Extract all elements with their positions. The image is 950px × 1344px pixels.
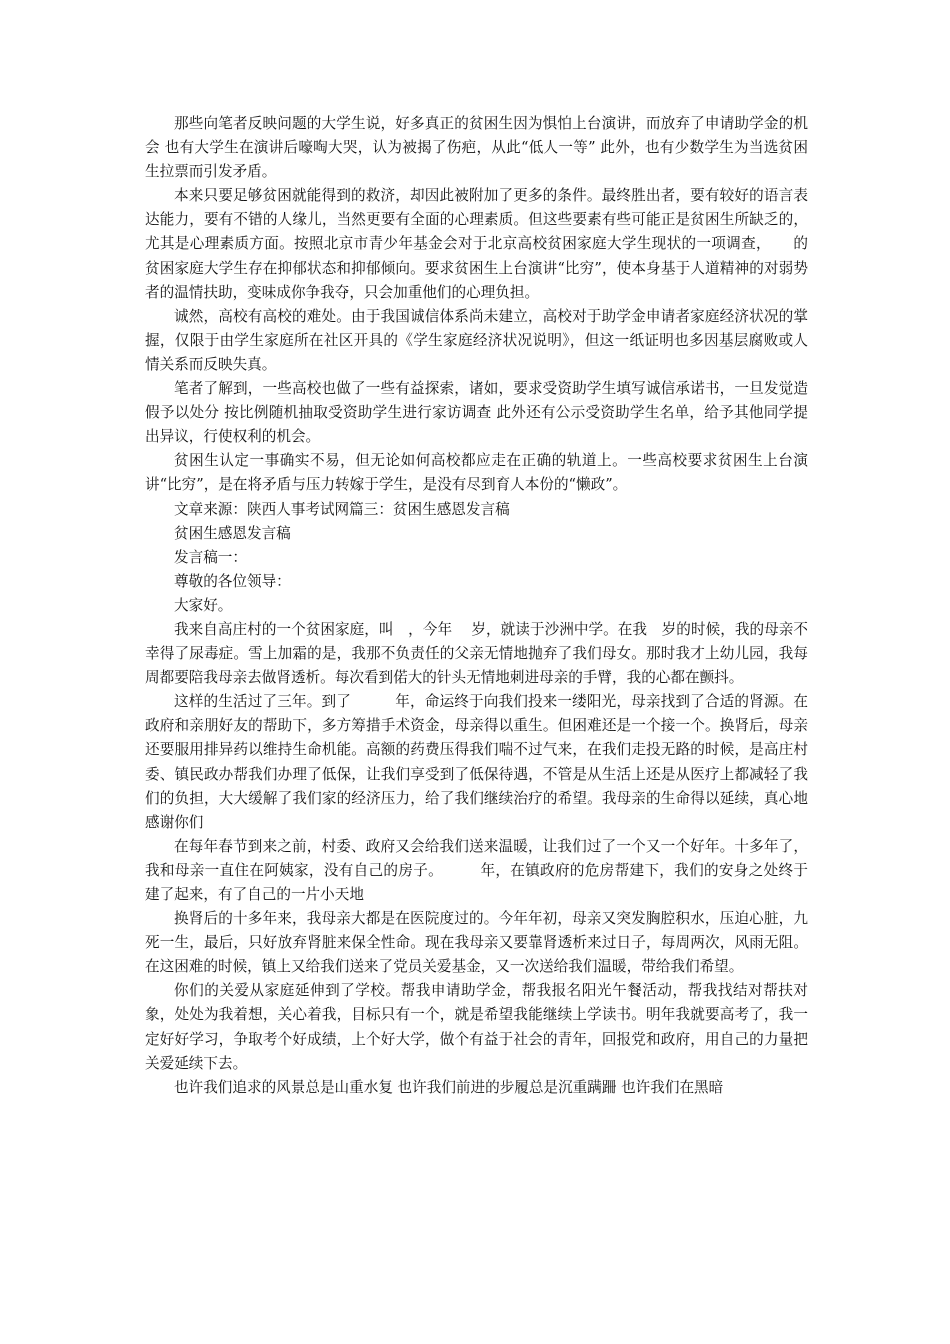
paragraph: 本来只要足够贫困就能得到的救济，却因此被附加了更多的条件。最终胜出者，要有较好的语言表达能力，要有不错的人缘儿，当然更要有全面的心理素质。但这些要素有些可能正是贫困生所缺乏的，尤其是心理素质方面。按照北京市青少年基金会对于北京高校贫困家庭大学生现状的一项调查， 的贫困家庭大学生存在抑郁状态和抑郁倾向。要求贫困生上台演讲“比穷”，使本身基于人道精神的对弱势者的温情扶助，变味成你争我夺，只会加重他们的心理负担。 [145, 187, 808, 301]
paragraph: 笔者了解到，一些高校也做了一些有益探索，诸如，要求受资助学生填写诚信承诺书，一旦发觉造假予以处分 按比例随机抽取受资助学生进行家访调查 此外还有公示受资助学生名单，给予其他同学提出异议，行使权利的机会。 [145, 380, 808, 446]
subsection-title: 发言稿一： [174, 548, 247, 566]
paragraph: 贫困生认定一事确实不易，但无论如何高校都应走在正确的轨道上。一些高校要求贫困生上台演讲“比穷”，是在将矛盾与压力转嫁于学生，是没有尽到育人本份的“懒政”。 [145, 452, 808, 494]
paragraph: 你们的关爱从家庭延伸到了学校。帮我申请助学金，帮我报名阳光午餐活动，帮我找结对帮扶对象，处处为我着想，关心着我，目标只有一个，就是希望我能继续上学读书。明年我就要高考了，我一定好好学习，争取考个好成绩，上个好大学，做个有益于社会的青年，回报党和政府，用自己的力量把关爱延续下去。 [145, 982, 808, 1072]
document-body [145, 112, 808, 1100]
source-line: 文章来源：陕西人事考试网篇三：贫困生感恩发言稿 [174, 500, 510, 518]
paragraph: 我来自高庄村的一个贫困家庭，叫 ，今年 岁，就读于沙洲中学。在我 岁的时候，我的母亲不幸得了尿毒症。雪上加霜的是，我那不负责任的父亲无情地抛弃了我们母女。那时我才上幼儿园，我每周都要陪我母亲去做肾透析。每次看到偌大的针头无情地刺进母亲的手臂，我的心都在颤抖。 [145, 620, 808, 687]
paragraph: 也许我们追求的风景总是山重水复 也许我们前进的步履总是沉重蹒跚 也许我们在黑暗 [174, 1078, 724, 1096]
paragraph: 在每年春节到来之前，村委、政府又会给我们送来温暖，让我们过了一个又一个好年。十多年了，我和母亲一直住在阿姨家，没有自己的房子。 年，在镇政府的危房帮建下，我们的安身之处终于建了起来，有了自己的一片小天地 [145, 837, 808, 903]
section-title: 贫困生感恩发言稿 [174, 524, 291, 542]
salutation: 尊敬的各位领导： [174, 572, 291, 590]
greeting: 大家好。 [174, 596, 233, 614]
paragraph: 那些向笔者反映问题的大学生说，好多真正的贫困生因为惧怕上台演讲，而放弃了申请助学金的机会 也有大学生在演讲后嚎啕大哭，认为被揭了伤疤，从此“低人一等” 此外，也有少数学生为当选贫困生拉票而引发矛盾。 [145, 115, 808, 181]
paragraph: 诚然，高校有高校的难处。由于我国诚信体系尚未建立，高校对于助学金申请者家庭经济状况的掌握，仅限于由学生家庭所在社区开具的《学生家庭经济状况说明》，但这一纸证明也多因基层腐败或人情关系而反映失真。 [145, 307, 808, 373]
paragraph: 换肾后的十多年来，我母亲大都是在医院度过的。今年年初，母亲又突发胸腔积水，压迫心脏，九死一生，最后，只好放弃肾脏来保全性命。现在我母亲又要靠肾透析来过日子，每周两次，风雨无阻。在这困难的时候，镇上又给我们送来了党员关爱基金，又一次送给我们温暖，带给我们希望。 [145, 910, 808, 976]
paragraph: 这样的生活过了三年。到了 年，命运终于向我们投来一缕阳光，母亲找到了合适的肾源。在政府和亲朋好友的帮助下，多方筹措手术资金，母亲得以重生。但困难还是一个接一个。换肾后，母亲还要服用排异药以维持生命机能。高额的药费压得我们喘不过气来，在我们走投无路的时候，是高庄村委、镇民政办帮我们办理了低保，让我们享受到了低保待遇，不管是从生活上还是从医疗上都减轻了我们的负担，大大缓解了我们家的经济压力，给了我们继续治疗的希望。我母亲的生命得以延续，真心地感谢你们 [145, 693, 808, 831]
